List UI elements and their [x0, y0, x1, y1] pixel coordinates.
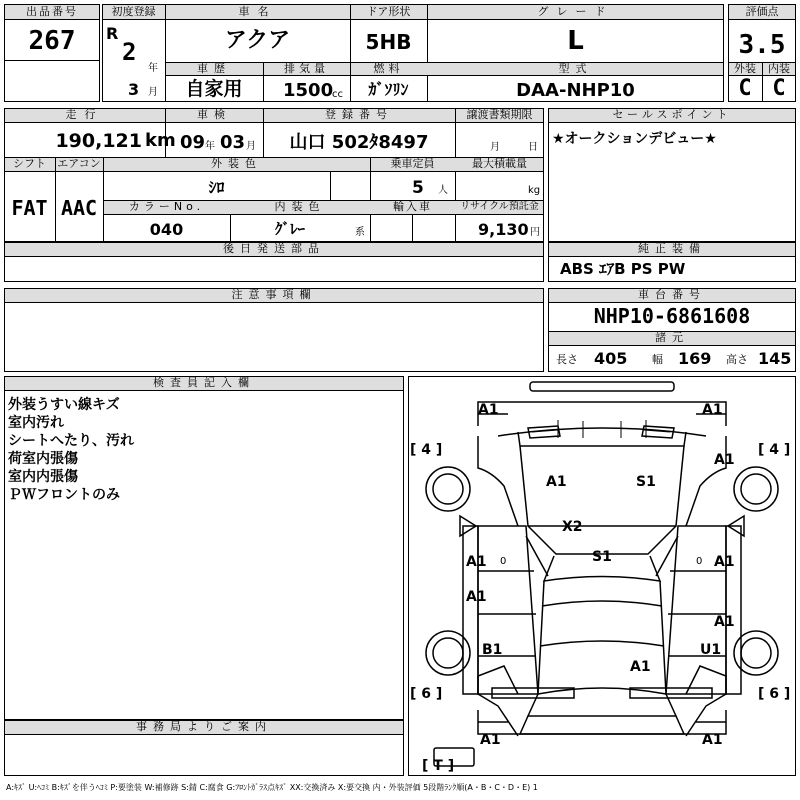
inspector-line: 荷室内張傷: [8, 451, 78, 467]
door-label: ドア形状: [366, 5, 411, 18]
sales-point-text: ★オークションデビュー★: [552, 131, 717, 147]
color-label: 外装色: [211, 157, 262, 170]
capacity: 5: [412, 178, 424, 198]
width: 169: [678, 349, 712, 368]
mark-fender-right: A1: [714, 452, 735, 468]
equipment-text: ABS ｴｱB PS PW: [560, 260, 686, 278]
transfer-day-unit: 日: [528, 142, 538, 153]
chassis-label: 車台番号: [638, 288, 706, 301]
insp-year-unit: 年: [205, 141, 215, 152]
inspector-line: ＰＷフロントのみ: [8, 487, 120, 503]
interior-color-unit: 系: [355, 227, 365, 238]
tire-front-right: [ 4 ]: [758, 442, 791, 458]
load-label: 最大積載量: [472, 157, 527, 170]
inspector-notes: [8, 396, 134, 504]
plate: 山口 502ﾀ8497: [289, 132, 429, 153]
recycle: 9,130: [478, 220, 529, 239]
grade-label: グレード: [537, 5, 614, 18]
inspector-line: 室内汚れ: [8, 415, 64, 431]
ext-label: 外装: [734, 62, 756, 75]
color-no: 040: [149, 220, 184, 239]
shift-label: シフト: [13, 157, 46, 170]
km-unit: km: [145, 130, 176, 151]
inspector-line: 外装うすい線キズ: [8, 397, 120, 413]
score-label: 評価点: [745, 5, 779, 18]
chassis-number: NHP10-6861608: [593, 304, 751, 328]
era: R: [106, 24, 119, 43]
mark-front-right: A1: [702, 402, 723, 418]
mileage-label: 走行: [65, 108, 104, 121]
interior-color: ｸﾞﾚｰ: [274, 220, 305, 238]
mark-zero-right: 0: [696, 556, 703, 567]
reg-year: 2: [122, 38, 137, 66]
transfer-label: 譲渡書類期限: [466, 108, 533, 121]
capacity-label: 乗車定員: [390, 157, 435, 170]
mark-bumper-rr: A1: [702, 732, 723, 748]
int-grade: C: [772, 76, 786, 101]
mark-door-rl: A1: [466, 589, 487, 605]
tire-spare: [ T ]: [422, 758, 455, 774]
office-label: 事務局よりご案内: [136, 720, 272, 733]
sales-point-box: [548, 108, 796, 242]
door-type: 5HB: [365, 30, 412, 54]
year-unit: 年: [148, 63, 158, 74]
inspector-line: シートへたり、汚れ: [8, 433, 134, 449]
mileage: 190,121: [55, 130, 142, 152]
plate-label: 登録番号: [325, 108, 393, 121]
specs-label: 諸元: [655, 331, 689, 344]
width-label: 幅: [652, 353, 663, 366]
mark-roof: S1: [592, 549, 612, 565]
legend: A:ｷｽﾞ U:ﾍｺﾐ B:ｷｽﾞを伴うﾍｺﾐ P:要塗装 W:補修跡 S:錆 C:腐食 G:ﾌﾛﾝﾄｶﾞﾗｽ点ｷｽﾞ XX:交換済み X:要交換 内・外装評価 5段階ﾗﾝｸ順(A・B・C・D・E) 1: [6, 783, 538, 792]
reg-month: 3: [128, 80, 140, 99]
ac: AAC: [60, 196, 98, 220]
tire-rear-right: [ 6 ]: [758, 686, 791, 702]
mark-windshield: X2: [562, 519, 583, 535]
lot-number: 267: [28, 26, 76, 56]
later-parts-label: 後日発送部品: [223, 242, 325, 255]
shift: FAT: [11, 196, 48, 220]
model-label: 型式: [558, 62, 593, 75]
cc-unit: cc: [332, 89, 343, 100]
fuel-label: 燃料: [373, 62, 404, 75]
history: 自家用: [185, 78, 243, 100]
height: 145: [758, 349, 792, 368]
month-unit: 月: [148, 87, 158, 98]
inspector-line: 室内内張傷: [8, 469, 78, 485]
mark-rear-right: U1: [700, 642, 722, 658]
inspector-label: 検査員記入欄: [153, 376, 255, 389]
color-no-label: カラーNo.: [128, 200, 205, 213]
insp-year: 09: [180, 132, 206, 153]
mark-door-fr: A1: [714, 554, 735, 570]
fuel: ｶﾞｿﾘﾝ: [368, 80, 409, 99]
recycle-label: リサイクル預託金: [460, 201, 539, 212]
grade: L: [567, 26, 584, 56]
mark-bumper-rl: A1: [480, 732, 501, 748]
mark-front-left: A1: [478, 402, 499, 418]
load-unit: kg: [528, 185, 541, 196]
sales-point-label: セールスポイント: [612, 108, 732, 121]
mark-zero-left: 0: [500, 556, 507, 567]
car-name-label: 車名: [238, 5, 277, 18]
tire-front-left: [ 4 ]: [410, 442, 443, 458]
lot-label: 出品番号: [26, 5, 78, 18]
tire-rear-left: [ 6 ]: [410, 686, 443, 702]
inspection-label: 車検: [197, 108, 231, 121]
first-reg-label: 初度登録: [111, 5, 156, 18]
mark-rear-left: B1: [482, 642, 503, 658]
int-label: 内装: [768, 62, 790, 75]
score: 3.5: [738, 30, 786, 60]
import-label: 輸入車: [393, 200, 432, 213]
equipment-label: 純正装備: [638, 242, 706, 255]
recycle-unit: 円: [530, 227, 540, 238]
insp-month-unit: 月: [246, 141, 256, 152]
car-diagram: [408, 376, 796, 776]
model: DAA-NHP10: [516, 80, 635, 101]
color: ｼﾛ: [208, 178, 225, 197]
insp-month: 03: [220, 132, 246, 153]
length: 405: [594, 349, 628, 368]
capacity-unit: 人: [438, 185, 448, 196]
mark-door-fl: A1: [466, 554, 487, 570]
height-label: 高さ: [726, 353, 748, 366]
displacement-label: 排気量: [284, 62, 329, 75]
notes-label: 注意事項欄: [231, 288, 317, 301]
mark-hood-right: S1: [636, 474, 656, 490]
history-label: 車歴: [197, 62, 231, 75]
mark-hood-left: A1: [546, 474, 567, 490]
transfer-month-unit: 月: [490, 142, 500, 153]
mark-trunk: A1: [630, 659, 651, 675]
interior-color-label: 内装色: [274, 200, 326, 213]
displacement: 1500: [283, 80, 334, 101]
mark-door-rr: A1: [714, 614, 735, 630]
ext-grade: C: [738, 76, 752, 101]
car-name: アクア: [224, 28, 291, 53]
ac-label: エアコン: [57, 157, 101, 170]
length-label: 長さ: [556, 353, 578, 366]
